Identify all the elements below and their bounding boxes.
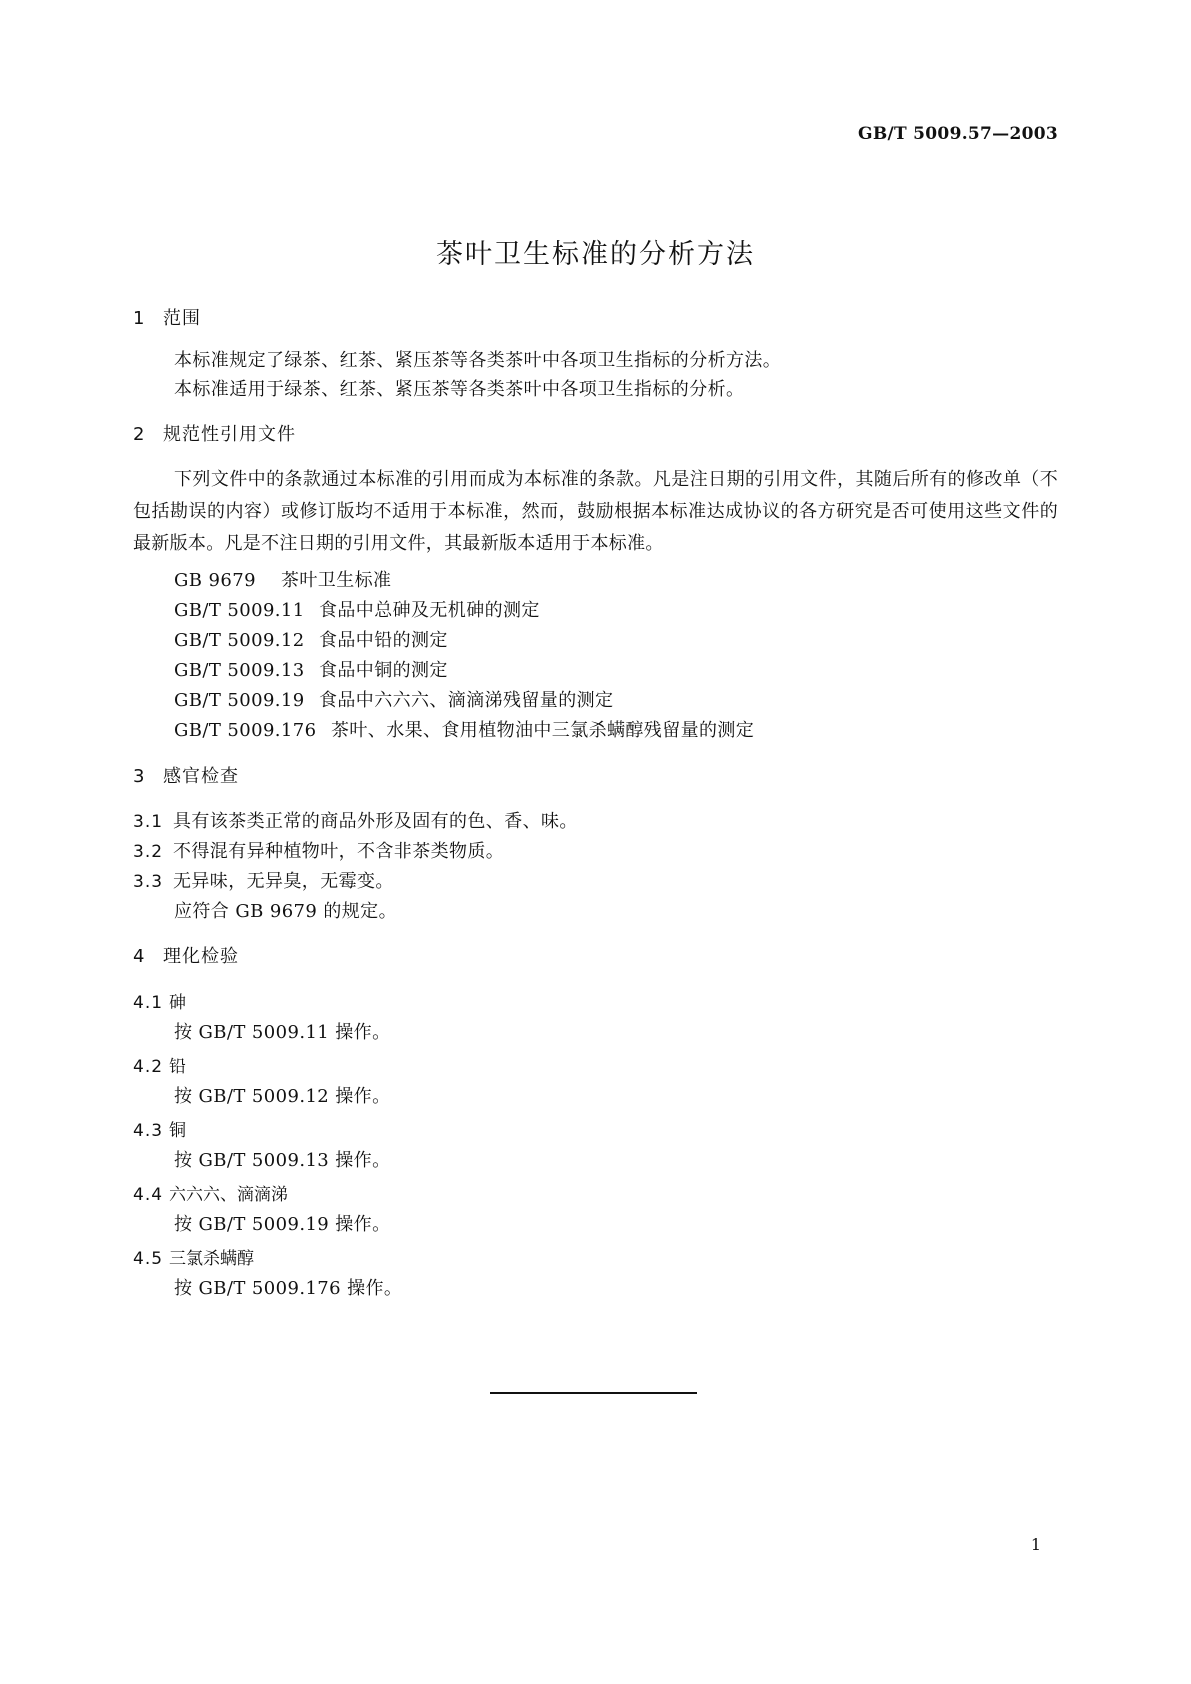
subclause-text: 按 GB/T 5009.12 操作。 bbox=[174, 1086, 391, 1107]
clause-item bbox=[133, 807, 578, 837]
page-number: 1 bbox=[1030, 1535, 1041, 1554]
subclause-number: 4.1 bbox=[133, 993, 164, 1013]
scope-paragraph-1: 本标准规定了绿茶、红茶、紧压茶等各类茶叶中各项卫生指标的分析方法。 bbox=[174, 350, 782, 371]
section-title: 感官检查 bbox=[163, 766, 239, 787]
clause-text: 不得混有异种植物叶，不含非茶类物质。 bbox=[173, 841, 505, 862]
reference-title: 食品中总砷及无机砷的测定 bbox=[319, 600, 540, 621]
reference-item bbox=[174, 596, 540, 626]
clause-item bbox=[133, 837, 504, 867]
scope-paragraph-2: 本标准适用于绿茶、红茶、紧压茶等各类茶叶中各项卫生指标的分析。 bbox=[174, 379, 745, 400]
section-3-heading bbox=[133, 762, 239, 792]
section-4-heading bbox=[133, 942, 239, 972]
reference-item bbox=[174, 716, 754, 746]
subclause-title: 六六六、滴滴涕 bbox=[169, 1185, 288, 1205]
reference-title: 食品中铜的测定 bbox=[319, 660, 448, 681]
reference-title: 茶叶、水果、食用植物油中三氯杀螨醇残留量的测定 bbox=[331, 720, 755, 741]
end-rule bbox=[490, 1392, 697, 1394]
section-1-heading bbox=[133, 304, 201, 334]
subclause-title: 砷 bbox=[169, 993, 186, 1013]
reference-item bbox=[174, 656, 448, 686]
reference-title: 茶叶卫生标准 bbox=[281, 570, 392, 591]
clause-text: 无异味，无异臭，无霉变。 bbox=[173, 871, 394, 892]
document-title: 茶叶卫生标准的分析方法 bbox=[436, 239, 755, 270]
section-number: 1 bbox=[133, 308, 146, 329]
reference-code: GB/T 5009.12 bbox=[174, 630, 305, 651]
reference-code: GB/T 5009.11 bbox=[174, 600, 305, 621]
subclause-heading bbox=[133, 1244, 254, 1274]
reference-code: GB/T 5009.13 bbox=[174, 660, 305, 681]
subclause-text: 按 GB/T 5009.13 操作。 bbox=[174, 1150, 391, 1171]
reference-code: GB/T 5009.176 bbox=[174, 720, 317, 741]
subclause-text: 按 GB/T 5009.176 操作。 bbox=[174, 1278, 403, 1299]
reference-title: 食品中铅的测定 bbox=[319, 630, 448, 651]
clause-number: 3.2 bbox=[133, 842, 164, 862]
section-number: 3 bbox=[133, 766, 146, 787]
reference-title: 食品中六六六、滴滴涕残留量的测定 bbox=[319, 690, 614, 711]
section-title: 规范性引用文件 bbox=[163, 424, 296, 445]
reference-item bbox=[174, 686, 613, 716]
subclause-text: 按 GB/T 5009.11 操作。 bbox=[174, 1022, 391, 1043]
reference-code: GB 9679 bbox=[174, 570, 256, 591]
clause-text: 具有该茶类正常的商品外形及固有的色、香、味。 bbox=[173, 811, 578, 832]
section-2-heading bbox=[133, 420, 296, 450]
subclause-number: 4.4 bbox=[133, 1185, 164, 1205]
subclause-heading bbox=[133, 1116, 186, 1146]
references-intro-paragraph: 下列文件中的条款通过本标准的引用而成为本标准的条款。凡是注日期的引用文件，其随后所有的修改单（不包括勘误的内容）或修订版均不适用于本标准，然而，鼓励根据本标准达成协议的各方研究是否可使用这些文件的最新版本。凡是不注日期的引用文件，其最新版本适用于本标准。 bbox=[133, 469, 1058, 554]
clause-number: 3.1 bbox=[133, 812, 164, 832]
reference-item bbox=[174, 626, 448, 656]
clause-note: 应符合 GB 9679 的规定。 bbox=[174, 901, 397, 922]
subclause-heading bbox=[133, 988, 186, 1018]
section-number: 4 bbox=[133, 946, 146, 967]
clause-number: 3.3 bbox=[133, 872, 164, 892]
section-title: 范围 bbox=[163, 308, 201, 329]
section-number: 2 bbox=[133, 424, 146, 445]
reference-item bbox=[174, 566, 391, 596]
subclause-number: 4.3 bbox=[133, 1121, 164, 1141]
subclause-number: 4.5 bbox=[133, 1249, 164, 1269]
subclause-text: 按 GB/T 5009.19 操作。 bbox=[174, 1214, 391, 1235]
section-title: 理化检验 bbox=[163, 946, 239, 967]
standard-code: GB/T 5009.57—2003 bbox=[858, 124, 1058, 144]
subclause-number: 4.2 bbox=[133, 1057, 164, 1077]
reference-code: GB/T 5009.19 bbox=[174, 690, 305, 711]
subclause-title: 铅 bbox=[169, 1057, 186, 1077]
subclause-title: 铜 bbox=[169, 1121, 186, 1141]
subclause-heading bbox=[133, 1052, 186, 1082]
clause-item bbox=[133, 867, 394, 897]
subclause-heading bbox=[133, 1180, 288, 1210]
subclause-title: 三氯杀螨醇 bbox=[169, 1249, 254, 1269]
